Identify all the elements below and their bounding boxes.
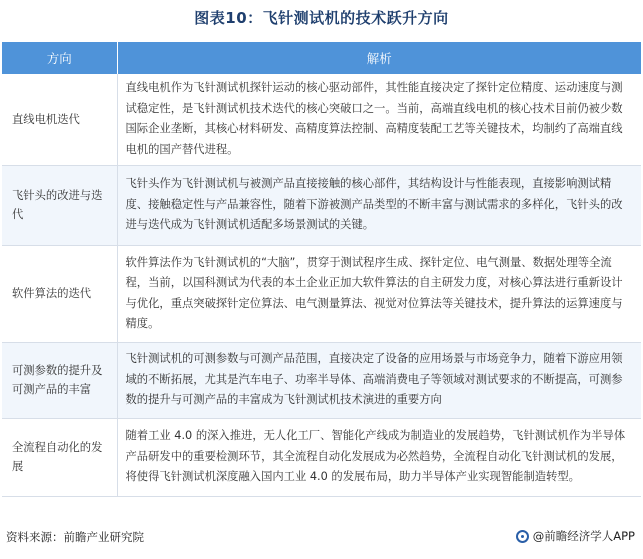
analysis-cell: 飞针测试机的可测参数与可测产品范围，直接决定了设备的应用场景与市场竞争力，随着下游应用领域的不断拓展，尤其是汽车电子、功率半导体、高端消费电子等领域对测试要求的不断提高，可测参数的提升与可测产品的丰富成为飞针测试机技术演进的重要方向 <box>117 342 641 418</box>
analysis-cell: 飞针头作为飞针测试机与被测产品直接接触的核心部件，其结构设计与性能表现，直接影响测试精度、接触稳定性与产品兼容性，随着下游被测产品类型的不断丰富与测试需求的多样化，飞针头的改进与迭代成为飞针测试机适配多场景测试的关键。 <box>117 165 641 245</box>
analysis-cell: 直线电机作为飞针测试机探针运动的核心驱动部件，其性能直接决定了探针定位精度、运动速度与测试稳定性，是飞针测试机技术迭代的核心突破口之一。当前，高端直线电机的核心技术目前仍被少数国际企业垄断，其核心材料研发、高精度算法控制、高精度装配工艺等关键技术，均制约了高端直线电机的国产替代进程。 <box>117 74 641 165</box>
table-row <box>2 245 641 342</box>
table-row <box>2 418 641 496</box>
column-header-direction: 方向 <box>2 42 117 74</box>
brand-credit <box>516 528 635 544</box>
analysis-cell: 软件算法作为飞针测试机的“大脑”，贯穿于测试程序生成、探针定位、电气测量、数据处理等全流程，当前，以国科测试为代表的本土企业正加大软件算法的自主研发力度，对核心算法进行重新设计与优化，重点突破探针定位算法、电气测量算法、视觉对位算法等关键技术，提升算法的运算速度与精度。 <box>117 245 641 342</box>
brand-label: @前瞻经济学人APP <box>532 529 635 543</box>
direction-cell: 可测参数的提升及可测产品的丰富 <box>2 342 117 418</box>
direction-cell: 飞针头的改进与迭代 <box>2 165 117 245</box>
page-title: 图表10：飞针测试机的技术跃升方向 <box>194 9 449 27</box>
brand-logo-icon <box>516 530 529 543</box>
source-note: 资料来源：前瞻产业研究院 <box>6 530 144 544</box>
table-row <box>2 165 641 245</box>
table-row <box>2 342 641 418</box>
tech-direction-table <box>2 42 641 497</box>
column-header-analysis: 解析 <box>117 42 641 74</box>
direction-cell: 直线电机迭代 <box>2 74 117 165</box>
table-row <box>2 74 641 165</box>
table-header-row <box>2 42 641 74</box>
direction-cell: 全流程自动化的发展 <box>2 418 117 496</box>
direction-cell: 软件算法的迭代 <box>2 245 117 342</box>
analysis-cell: 随着工业 4.0 的深入推进，无人化工厂、智能化产线成为制造业的发展趋势，飞针测试机作为半导体产品研发中的重要检测环节，其全流程自动化发展成为必然趋势，全流程自动化飞针测试机的发展，将使得飞针测试机深度融入国内工业 4.0 的发展布局，助力半导体产业实现智能制造转型。 <box>117 418 641 496</box>
